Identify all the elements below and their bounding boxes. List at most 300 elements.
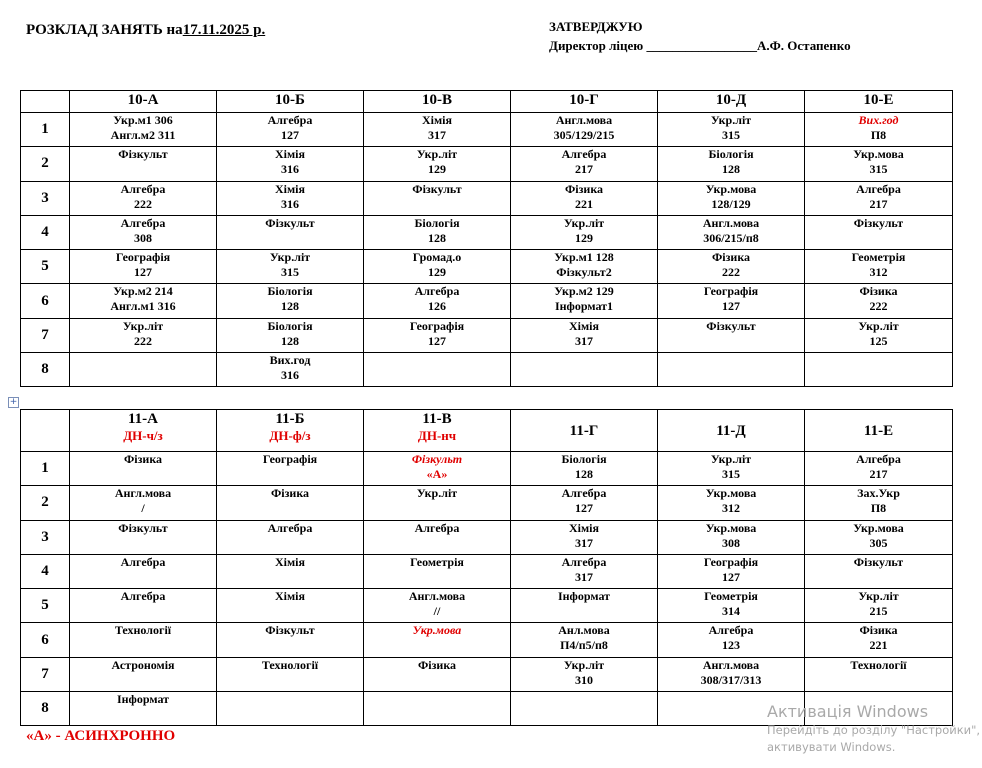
subject-name: Алгебра bbox=[120, 215, 166, 230]
subject-name: Хімія bbox=[422, 113, 452, 127]
subject-name: Алгебра bbox=[708, 623, 754, 638]
lesson-number: 6 bbox=[21, 284, 70, 318]
room-number: // bbox=[433, 604, 441, 619]
lesson-cell bbox=[70, 215, 217, 249]
lesson-cell bbox=[217, 657, 364, 691]
lesson-cell bbox=[217, 215, 364, 249]
subject-name: Хімія bbox=[569, 318, 599, 333]
subject-name: Алгебра bbox=[561, 147, 607, 162]
lesson-cell bbox=[217, 452, 364, 486]
room-number: 128 bbox=[722, 162, 740, 177]
lesson-cell bbox=[658, 113, 805, 147]
subject-name: Біологія bbox=[708, 147, 754, 162]
lesson-cell bbox=[805, 147, 953, 181]
subject-name: Громад.о bbox=[412, 250, 462, 265]
subject-name: Фізкульт bbox=[118, 520, 168, 535]
room-number: 308 bbox=[722, 535, 740, 550]
lesson-cell bbox=[511, 589, 658, 623]
room-number: «А» bbox=[426, 467, 448, 481]
room-number: Інформат1 bbox=[554, 299, 614, 314]
subject-name: Алгебра bbox=[120, 589, 166, 604]
class-header bbox=[805, 91, 953, 113]
lesson-cell bbox=[364, 554, 511, 588]
lesson-cell bbox=[217, 486, 364, 520]
lesson-cell bbox=[805, 486, 953, 520]
room-number: 129 bbox=[428, 265, 446, 280]
lesson-cell bbox=[217, 353, 364, 387]
subject-name: Анл.мова bbox=[558, 623, 610, 638]
subject-name: Алгебра bbox=[561, 486, 607, 501]
room-number: 129 bbox=[428, 162, 446, 177]
lesson-cell bbox=[70, 520, 217, 554]
lesson-cell bbox=[805, 554, 953, 588]
subject-name: Фізкульт bbox=[412, 181, 462, 196]
lesson-cell bbox=[70, 692, 217, 726]
room-number: 126 bbox=[428, 299, 446, 314]
watermark-line-2: Перейдіть до розділу "Настройки", bbox=[767, 723, 981, 737]
lesson-cell bbox=[217, 318, 364, 352]
subject-name: Укр.літ bbox=[563, 215, 605, 230]
subject-name: Укр.літ bbox=[563, 657, 605, 672]
room-number: 125 bbox=[869, 333, 888, 348]
room-number: 123 bbox=[722, 638, 740, 653]
lesson-cell bbox=[511, 318, 658, 352]
class-name: 10-В bbox=[422, 92, 452, 108]
async-footnote: «А» - АСИНХРОННО bbox=[26, 728, 176, 744]
lesson-cell bbox=[217, 284, 364, 318]
lesson-cell bbox=[511, 623, 658, 657]
room-number: 222 bbox=[134, 196, 152, 211]
room-number: 305/129/215 bbox=[553, 128, 615, 142]
room-number: 312 bbox=[722, 501, 740, 516]
lesson-number: 3 bbox=[21, 520, 70, 554]
subject-name: Укр.м1 128 bbox=[554, 250, 614, 265]
lesson-cell bbox=[658, 589, 805, 623]
table-row bbox=[21, 589, 953, 623]
room-number: 315 bbox=[722, 128, 740, 142]
subject-name: Технології bbox=[261, 657, 319, 672]
lesson-cell bbox=[70, 657, 217, 691]
room-number: 308 bbox=[134, 230, 152, 245]
room-number: 217 bbox=[575, 162, 593, 177]
subject-name: Фізика bbox=[417, 657, 457, 672]
room-number: 128 bbox=[575, 467, 593, 481]
room-number: 315 bbox=[281, 265, 299, 280]
table-row bbox=[21, 215, 953, 249]
room-number: П8 bbox=[870, 501, 887, 516]
subject-name: Укр.м1 306 bbox=[113, 113, 173, 127]
table-row bbox=[21, 284, 953, 318]
lesson-cell bbox=[364, 623, 511, 657]
class-header bbox=[511, 91, 658, 113]
subject-name: Біологія bbox=[414, 215, 460, 230]
class-header bbox=[217, 410, 364, 452]
lesson-cell bbox=[658, 181, 805, 215]
lesson-cell bbox=[511, 353, 658, 387]
subject-name: Фізкульт bbox=[265, 215, 315, 230]
lesson-number-header bbox=[21, 410, 70, 452]
room-number: 314 bbox=[722, 604, 740, 619]
lesson-cell bbox=[805, 520, 953, 554]
room-number: 317 bbox=[575, 535, 593, 550]
subject-name: Алгебра bbox=[414, 284, 460, 299]
lesson-cell bbox=[658, 520, 805, 554]
room-number: 127 bbox=[575, 501, 593, 516]
subject-name: Біологія bbox=[267, 284, 313, 299]
lesson-cell bbox=[658, 486, 805, 520]
room-number: 127 bbox=[428, 333, 446, 348]
room-number: 308/317/313 bbox=[700, 672, 762, 687]
lesson-cell bbox=[364, 113, 511, 147]
room-number: 222 bbox=[869, 299, 888, 314]
lesson-cell bbox=[658, 318, 805, 352]
subject-name: Фізика bbox=[859, 623, 898, 638]
subject-name: Географія bbox=[409, 318, 465, 333]
class-header bbox=[70, 91, 217, 113]
lesson-cell bbox=[511, 554, 658, 588]
class-header bbox=[511, 410, 658, 452]
lesson-cell bbox=[511, 181, 658, 215]
lesson-cell bbox=[658, 284, 805, 318]
subject-name: Геометрія bbox=[704, 589, 758, 604]
subject-name: Алгебра bbox=[120, 181, 166, 196]
class-name: 11-Е bbox=[863, 422, 894, 439]
lesson-cell bbox=[658, 452, 805, 486]
room-number: 221 bbox=[575, 196, 593, 211]
room-number: 306/215/п8 bbox=[703, 230, 759, 245]
subject-name: Вих.год bbox=[858, 113, 899, 127]
lesson-cell bbox=[217, 147, 364, 181]
subject-name: Алгебра bbox=[856, 181, 901, 196]
lesson-cell bbox=[658, 554, 805, 588]
subject-name: Укр.літ bbox=[269, 250, 311, 265]
lesson-cell bbox=[658, 250, 805, 284]
lesson-cell bbox=[805, 215, 953, 249]
class-name: 10-Е bbox=[863, 92, 894, 108]
room-number: 127 bbox=[722, 299, 740, 314]
subject-name: Укр.літ bbox=[416, 486, 458, 501]
lesson-cell bbox=[364, 250, 511, 284]
subject-name: Фізика bbox=[564, 181, 604, 196]
table-row bbox=[21, 113, 953, 147]
subject-name: Укр.літ bbox=[710, 113, 752, 127]
room-number: 129 bbox=[575, 230, 593, 245]
lesson-cell bbox=[70, 147, 217, 181]
subject-name: Фізкульт bbox=[853, 554, 904, 569]
subject-name: Англ.мова bbox=[702, 215, 760, 230]
table-row bbox=[21, 554, 953, 588]
lesson-cell bbox=[217, 113, 364, 147]
lesson-cell bbox=[364, 452, 511, 486]
class-name: 11-Б bbox=[275, 411, 305, 427]
lesson-cell bbox=[70, 250, 217, 284]
class-header bbox=[805, 410, 953, 452]
subject-name: Укр.літ bbox=[710, 452, 752, 466]
lesson-cell bbox=[364, 520, 511, 554]
lesson-cell bbox=[511, 215, 658, 249]
subject-name: Хімія bbox=[275, 589, 305, 604]
schedule-title bbox=[26, 22, 265, 39]
class-header bbox=[70, 410, 217, 452]
schedule-table-grade-10 bbox=[20, 90, 953, 387]
lesson-cell bbox=[805, 623, 953, 657]
subject-name: Географія bbox=[703, 284, 759, 299]
lesson-cell bbox=[70, 284, 217, 318]
subject-name: Зах.Укр bbox=[857, 486, 900, 501]
room-number: 128 bbox=[428, 230, 446, 245]
room-number: 128 bbox=[281, 333, 299, 348]
subject-name: Фізкульт bbox=[706, 318, 756, 333]
lesson-number: 7 bbox=[21, 657, 70, 691]
subject-name: Вих.год bbox=[269, 353, 311, 368]
class-study-mode: ДН-нч bbox=[417, 428, 457, 443]
room-number: 305 bbox=[869, 535, 888, 550]
subject-name: Укр.літ bbox=[858, 589, 899, 604]
subject-name: Укр.мова bbox=[412, 623, 462, 638]
lesson-cell bbox=[364, 318, 511, 352]
lesson-cell bbox=[217, 589, 364, 623]
room-number: 127 bbox=[134, 265, 152, 280]
subject-name: Укр.літ bbox=[416, 147, 458, 162]
room-number: 315 bbox=[722, 467, 740, 481]
subject-name: Геометрія bbox=[410, 554, 464, 569]
class-name: 11-Д bbox=[716, 422, 746, 439]
room-number: Англ.м1 316 bbox=[110, 299, 176, 314]
lesson-cell bbox=[364, 284, 511, 318]
table-row bbox=[21, 657, 953, 691]
subject-name: Астрономія bbox=[111, 657, 175, 672]
subject-name: Алгебра bbox=[267, 113, 313, 127]
subject-name: Англ.мова bbox=[555, 113, 613, 127]
schedule-title-prefix: РОЗКЛАД ЗАНЯТЬ на bbox=[26, 22, 183, 38]
class-header bbox=[364, 410, 511, 452]
subject-name: Укр.літ bbox=[122, 318, 164, 333]
subject-name: Хімія bbox=[275, 181, 305, 196]
lesson-cell bbox=[805, 284, 953, 318]
subject-name: Англ.мова bbox=[702, 657, 760, 672]
lesson-cell bbox=[70, 113, 217, 147]
lesson-cell bbox=[70, 318, 217, 352]
class-header bbox=[364, 91, 511, 113]
room-number: 316 bbox=[281, 162, 299, 177]
lesson-cell bbox=[805, 181, 953, 215]
room-number: / bbox=[141, 501, 145, 516]
lesson-cell bbox=[217, 554, 364, 588]
watermark-title: Активація Windows bbox=[767, 702, 929, 721]
lesson-cell bbox=[511, 520, 658, 554]
lesson-cell bbox=[511, 692, 658, 726]
lesson-number: 3 bbox=[21, 181, 70, 215]
lesson-cell bbox=[511, 284, 658, 318]
lesson-cell bbox=[658, 623, 805, 657]
lesson-cell bbox=[805, 657, 953, 691]
lesson-cell bbox=[70, 589, 217, 623]
lesson-cell bbox=[217, 181, 364, 215]
subject-name: Алгебра bbox=[561, 554, 607, 569]
lesson-cell bbox=[364, 147, 511, 181]
lesson-cell bbox=[511, 452, 658, 486]
move-handle-icon[interactable]: + bbox=[9, 397, 18, 407]
class-header bbox=[217, 91, 364, 113]
lesson-cell bbox=[364, 657, 511, 691]
class-name: 10-А bbox=[127, 92, 159, 108]
watermark-line-3: активувати Windows. bbox=[767, 740, 896, 754]
subject-name: Укр.мова bbox=[705, 181, 757, 196]
room-number: П8 bbox=[870, 128, 887, 142]
lesson-cell bbox=[217, 623, 364, 657]
room-number: 215 bbox=[869, 604, 888, 619]
table-row bbox=[21, 353, 953, 387]
lesson-cell bbox=[70, 452, 217, 486]
lesson-number: 7 bbox=[21, 318, 70, 352]
room-number: 128 bbox=[281, 299, 299, 314]
table-row bbox=[21, 623, 953, 657]
subject-name: Хімія bbox=[275, 147, 305, 162]
lesson-cell bbox=[364, 589, 511, 623]
lesson-number: 5 bbox=[21, 250, 70, 284]
lesson-cell bbox=[805, 113, 953, 147]
lesson-cell bbox=[805, 353, 953, 387]
table-row bbox=[21, 318, 953, 352]
lesson-cell bbox=[70, 554, 217, 588]
subject-name: Фізика bbox=[123, 452, 163, 466]
subject-name: Фізкульт bbox=[411, 452, 463, 466]
lesson-number: 1 bbox=[21, 113, 70, 147]
room-number: 316 bbox=[281, 196, 299, 211]
lesson-number: 8 bbox=[21, 353, 70, 387]
subject-name: Фізкульт bbox=[853, 215, 904, 230]
lesson-number: 5 bbox=[21, 589, 70, 623]
subject-name: Біологія bbox=[267, 318, 313, 333]
lesson-cell bbox=[217, 692, 364, 726]
director-signature-line: Директор ліцею _________________А.Ф. Остапенко bbox=[549, 38, 851, 53]
lesson-number: 6 bbox=[21, 623, 70, 657]
windows-activation-watermark bbox=[767, 702, 980, 756]
subject-name: Інформат bbox=[557, 589, 611, 604]
subject-name: Фізика bbox=[859, 284, 898, 299]
room-number: Англ.м2 311 bbox=[110, 128, 176, 142]
class-name: 10-Б bbox=[275, 92, 305, 108]
subject-name: Біологія bbox=[561, 452, 607, 466]
lesson-cell bbox=[511, 113, 658, 147]
room-number: 127 bbox=[722, 569, 740, 584]
table-row bbox=[21, 520, 953, 554]
room-number: 128/129 bbox=[711, 196, 751, 211]
lesson-cell bbox=[70, 181, 217, 215]
room-number: 222 bbox=[134, 333, 152, 348]
lesson-cell bbox=[658, 147, 805, 181]
subject-name: Укр.літ bbox=[858, 318, 899, 333]
room-number: 317 bbox=[575, 569, 593, 584]
lesson-cell bbox=[511, 250, 658, 284]
room-number: 316 bbox=[281, 368, 299, 383]
subject-name: Фізика bbox=[711, 250, 751, 265]
room-number: Фізкульт2 bbox=[556, 265, 612, 280]
subject-name: Укр.мова bbox=[705, 486, 757, 501]
lesson-cell bbox=[805, 318, 953, 352]
subject-name: Географія bbox=[703, 554, 759, 569]
subject-name: Хімія bbox=[569, 520, 599, 535]
class-header bbox=[658, 91, 805, 113]
lesson-number: 2 bbox=[21, 147, 70, 181]
class-name: 11-Г bbox=[569, 422, 599, 439]
room-number: 222 bbox=[722, 265, 740, 280]
lesson-cell bbox=[805, 250, 953, 284]
room-number: 315 bbox=[869, 162, 888, 177]
subject-name: Географія bbox=[115, 250, 171, 265]
room-number: 221 bbox=[869, 638, 888, 653]
table-row bbox=[21, 452, 953, 486]
class-name: 11-А bbox=[128, 411, 158, 427]
table-row bbox=[21, 181, 953, 215]
lesson-cell bbox=[805, 452, 953, 486]
subject-name: Укр.мова bbox=[853, 520, 904, 535]
room-number: 317 bbox=[428, 128, 446, 142]
room-number: 217 bbox=[869, 467, 888, 481]
lesson-cell bbox=[217, 250, 364, 284]
subject-name: Інформат bbox=[116, 692, 170, 707]
subject-name: Фізкульт bbox=[265, 623, 315, 638]
subject-name: Алгебра bbox=[414, 520, 460, 535]
room-number: 217 bbox=[869, 196, 888, 211]
subject-name: Алгебра bbox=[120, 554, 166, 569]
room-number: 127 bbox=[281, 128, 299, 142]
subject-name: Технології bbox=[850, 657, 907, 672]
class-study-mode: ДН-ф/з bbox=[269, 428, 311, 443]
subject-name: Укр.мова bbox=[705, 520, 757, 535]
room-number: 310 bbox=[575, 672, 593, 687]
approval-block bbox=[549, 17, 851, 55]
lesson-cell bbox=[70, 623, 217, 657]
subject-name: Англ.мова bbox=[114, 486, 172, 501]
lesson-cell bbox=[217, 520, 364, 554]
subject-name: Укр.мова bbox=[853, 147, 904, 162]
subject-name: Фізика bbox=[270, 486, 310, 501]
subject-name: Англ.мова bbox=[408, 589, 466, 604]
subject-name: Алгебра bbox=[856, 452, 901, 466]
table-row bbox=[21, 250, 953, 284]
subject-name: Укр.м2 129 bbox=[554, 284, 614, 299]
lesson-cell bbox=[364, 692, 511, 726]
lesson-cell bbox=[805, 589, 953, 623]
lesson-cell bbox=[658, 353, 805, 387]
lesson-number-header bbox=[21, 91, 70, 113]
subject-name: Хімія bbox=[275, 554, 305, 569]
lesson-cell bbox=[658, 215, 805, 249]
room-number: 312 bbox=[869, 265, 888, 280]
subject-name: Фізкульт bbox=[118, 147, 168, 162]
subject-name: Географія bbox=[262, 452, 318, 466]
approval-label: ЗАТВЕРДЖУЮ bbox=[549, 19, 643, 34]
table-row bbox=[21, 147, 953, 181]
lesson-cell bbox=[364, 353, 511, 387]
lesson-number: 4 bbox=[21, 215, 70, 249]
subject-name: Укр.м2 214 bbox=[113, 284, 173, 299]
lesson-cell bbox=[364, 486, 511, 520]
class-header bbox=[658, 410, 805, 452]
class-name: 10-Д bbox=[715, 92, 747, 108]
lesson-number: 2 bbox=[21, 486, 70, 520]
lesson-number: 1 bbox=[21, 452, 70, 486]
lesson-number: 8 bbox=[21, 692, 70, 726]
lesson-cell bbox=[70, 486, 217, 520]
lesson-cell bbox=[70, 353, 217, 387]
room-number: П4/п5/п8 bbox=[560, 638, 608, 653]
lesson-cell bbox=[511, 657, 658, 691]
subject-name: Геометрія bbox=[851, 250, 906, 265]
lesson-cell bbox=[511, 147, 658, 181]
lesson-number: 4 bbox=[21, 554, 70, 588]
